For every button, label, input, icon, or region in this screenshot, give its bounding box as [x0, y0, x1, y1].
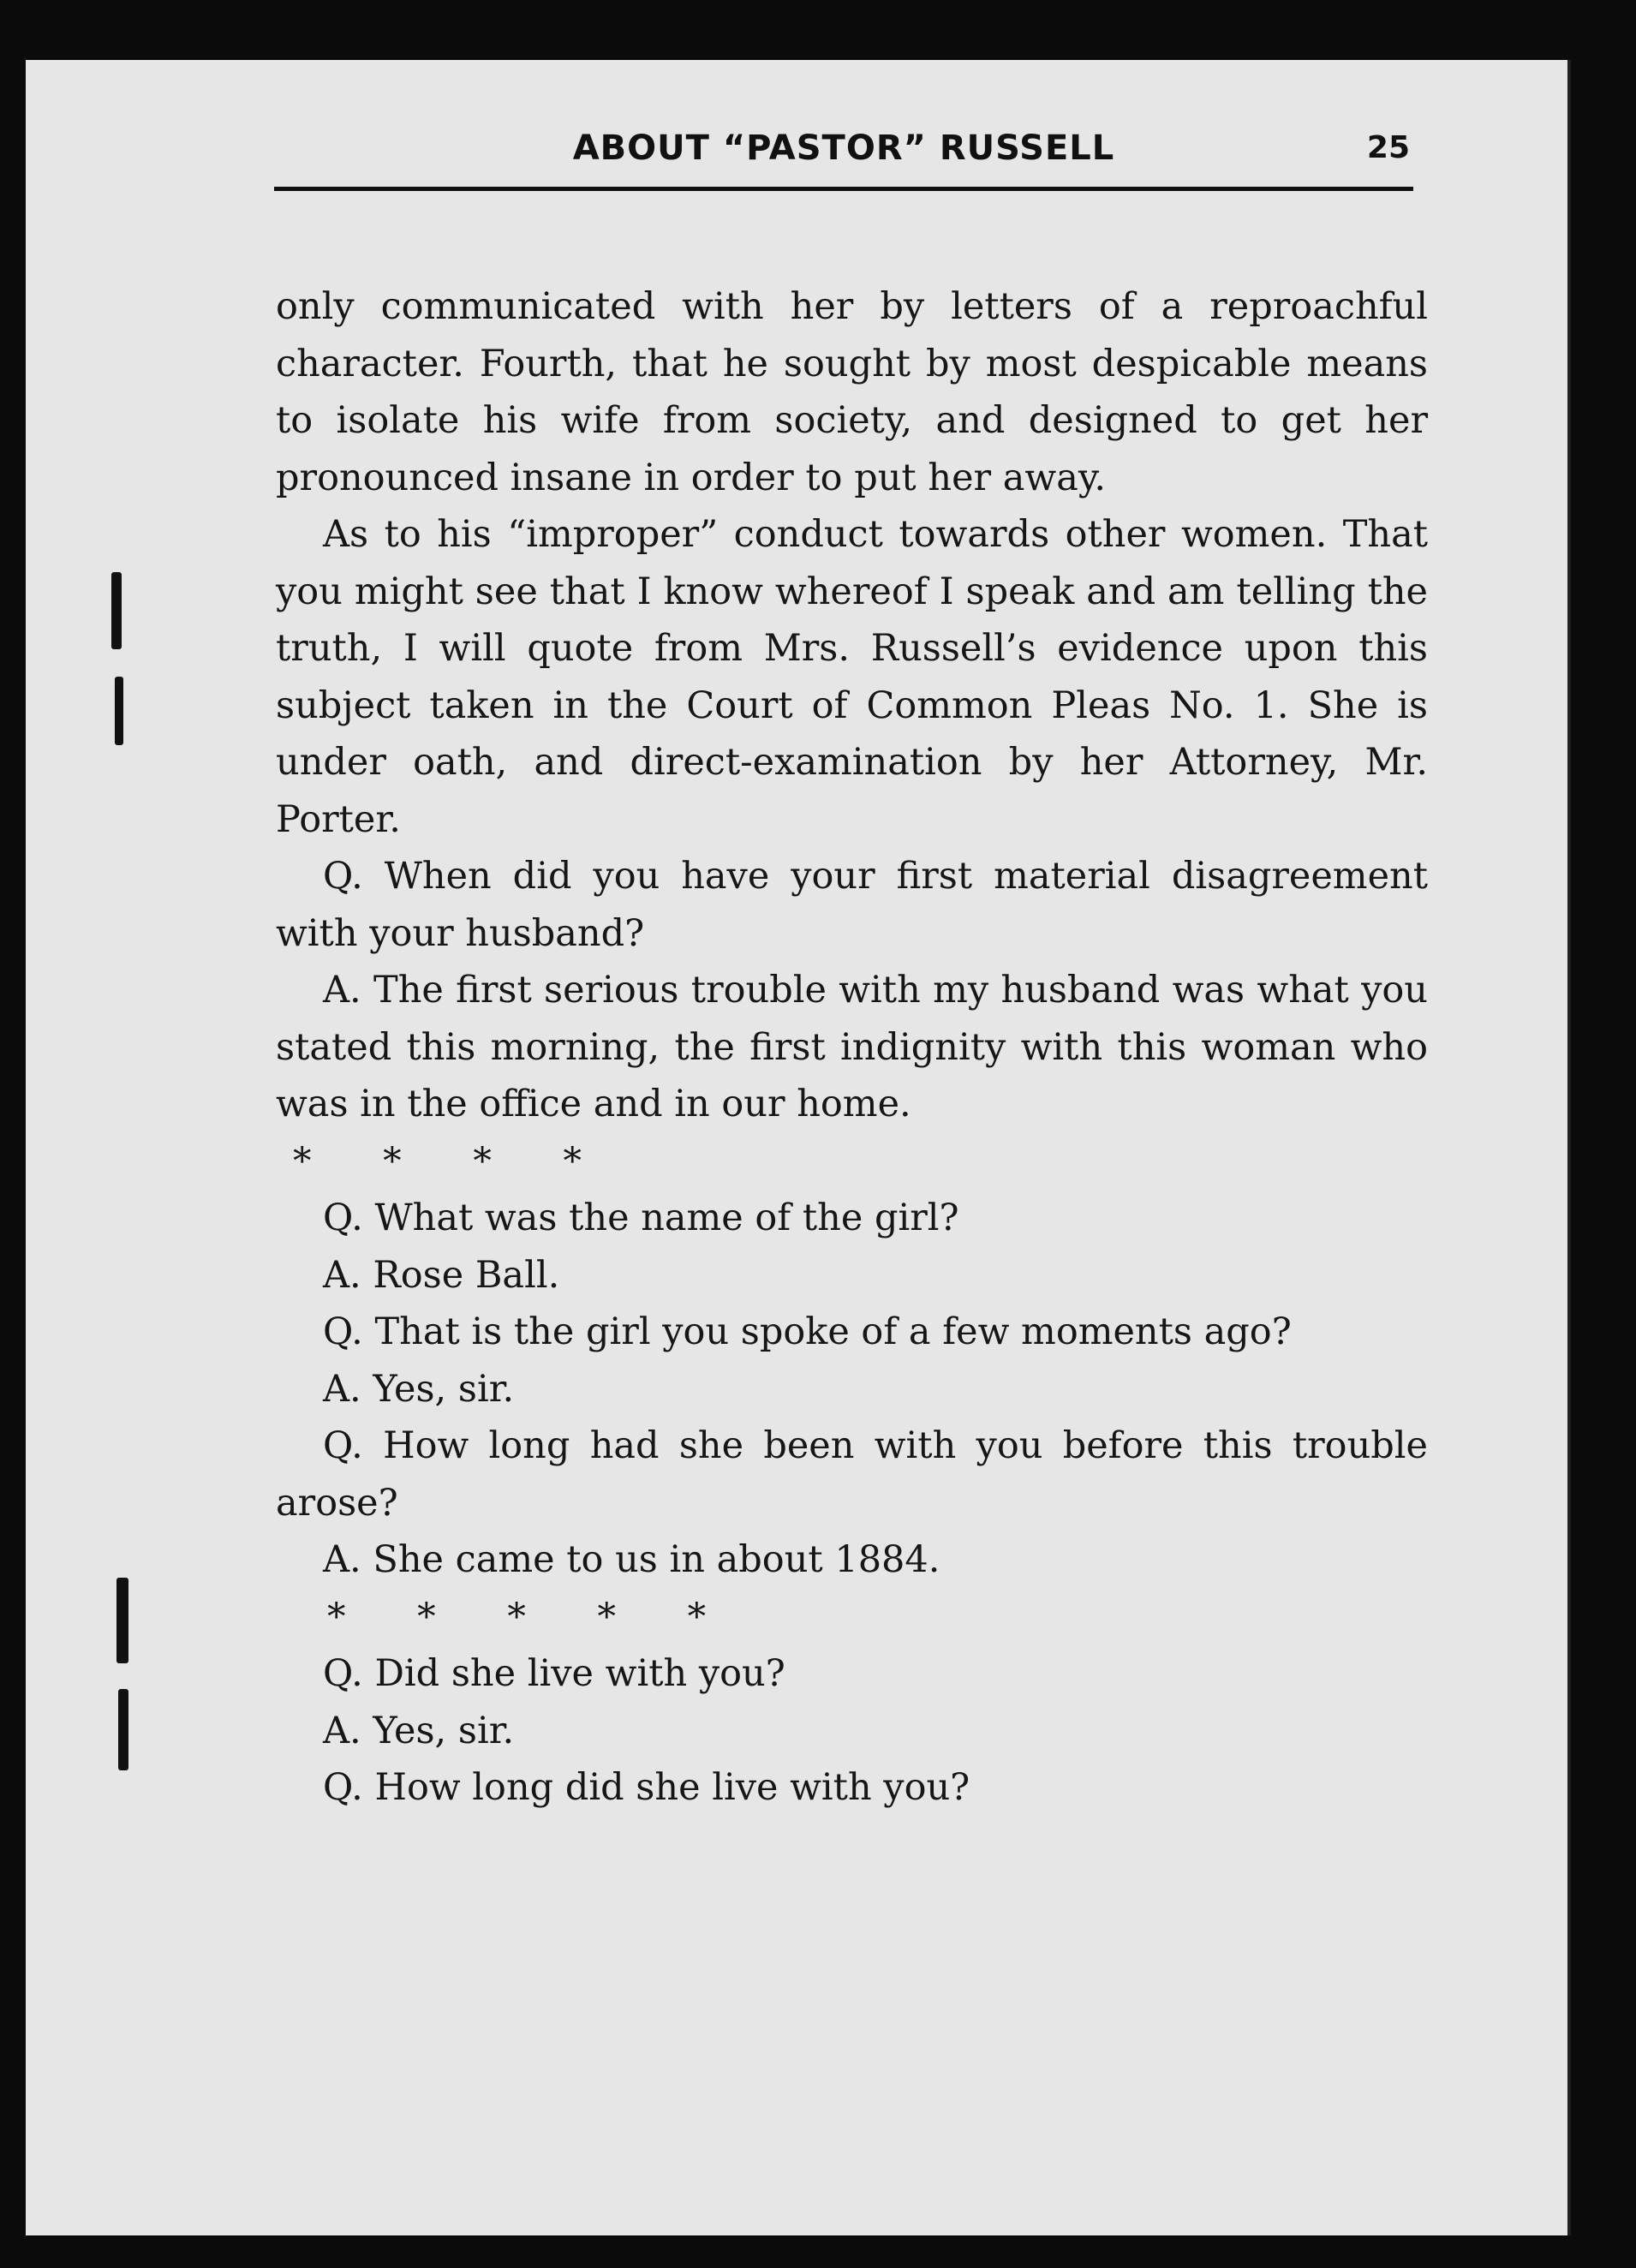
answer: A. She came to us in about 1884.	[323, 1538, 940, 1581]
page-body	[276, 278, 1428, 1817]
answer: A. Yes, sir.	[323, 1709, 515, 1752]
question: Q. Did she live with you?	[323, 1652, 785, 1695]
gutter-mark	[115, 677, 123, 745]
question: Q. When did you have your first material disagreement with your husband?	[276, 855, 1428, 955]
gutter-mark	[111, 572, 122, 649]
question: Q. That is the girl you spoke of a few moments ago?	[323, 1310, 1292, 1353]
answer: A. The first serious trouble with my husband was what you stated this morning, the first indignity with this woman who was in the office and in our home.	[276, 969, 1428, 1125]
section-break: * * * * *	[327, 1595, 707, 1638]
paragraph: only communicated with her by letters of a reproachful character. Fourth, that he sought by most despicable means to isolate his wife from society, and designed to get her pronounced insane in order to put her away.	[276, 285, 1428, 499]
question: Q. How long did she live with you?	[323, 1766, 970, 1809]
answer: A. Rose Ball.	[323, 1253, 560, 1297]
section-break: * * * *	[293, 1139, 582, 1183]
page-header	[274, 127, 1413, 191]
paragraph: As to his “improper” conduct towards other women. That you might see that I know whereof I speak and am telling the truth, I will quote from Mrs. Russell’s evidence upon this subject taken in the Court of Common Pleas No. 1. She is under oath, and direct-examination by her Attorney, Mr. Porter.	[276, 513, 1428, 841]
running-title: ABOUT “PASTOR” RUSSELL	[572, 128, 1115, 168]
answer: A. Yes, sir.	[323, 1367, 515, 1411]
gutter-mark	[118, 1689, 128, 1770]
question: Q. What was the name of the girl?	[323, 1197, 959, 1239]
gutter-mark	[116, 1578, 128, 1663]
page-number: 25	[1366, 130, 1410, 165]
question: Q. How long had she been with you before this trouble arose?	[276, 1424, 1428, 1525]
